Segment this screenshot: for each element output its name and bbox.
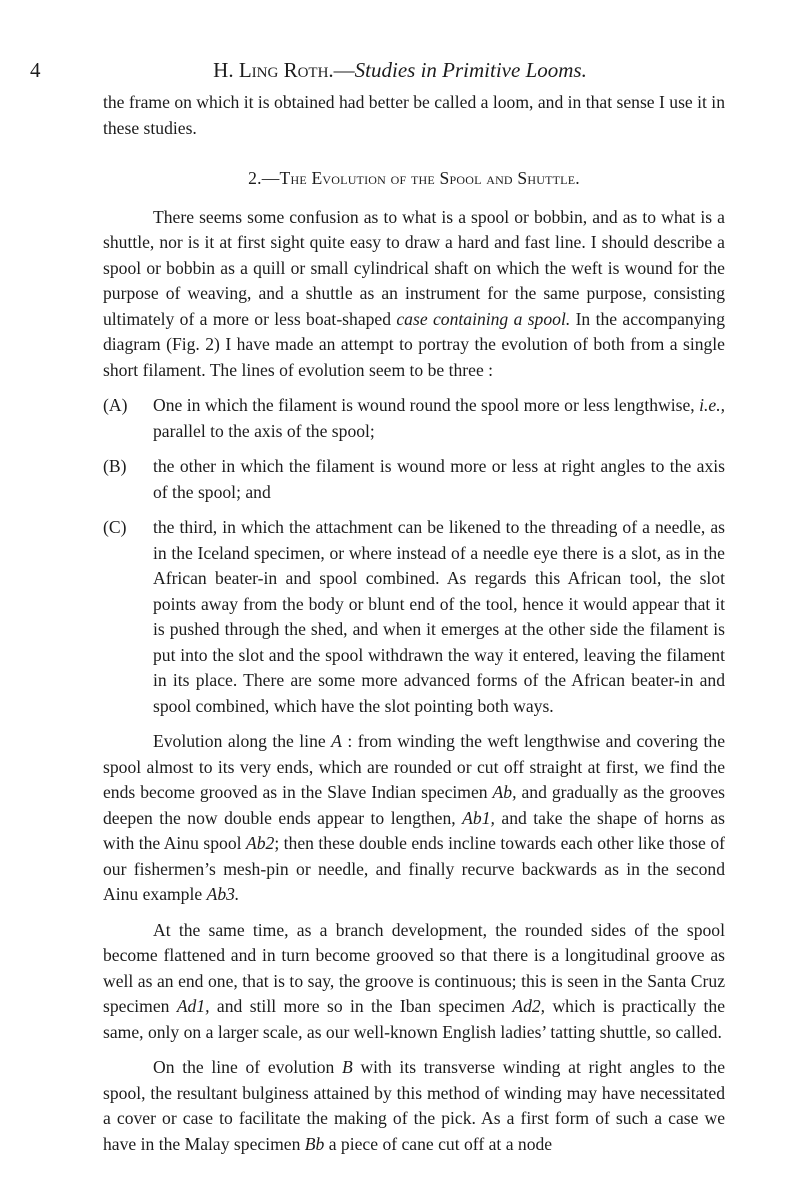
text-run: On the line of evolution — [153, 1057, 342, 1077]
list-item-a — [103, 393, 725, 444]
list-marker-text: (C) — [103, 517, 127, 537]
list-marker-text: (B) — [103, 456, 127, 476]
text-run: which is practically the same, only on a larger scale, as our well-known English ladies’ tatting shuttle, so called. — [103, 996, 726, 1042]
specimen-ref: Ad1, — [176, 996, 210, 1016]
specimen-ref: Ab1, — [462, 807, 495, 828]
list-marker-b — [103, 454, 126, 480]
list-item-c — [103, 515, 725, 719]
list-item-b — [103, 454, 725, 505]
text-run: There seems some confusion as to what is a spool or bobbin, and as to what is a shuttle, nor is it at first sight quite easy to draw a hard and fast line. I should describe a spool or bobbin as a quill or small cylindrical shaft on which the weft is wound for the purpose of weaving, and a shuttle as an instrument for the same purpose, consisting ultimately of a more or less boat-shaped — [103, 206, 725, 329]
text-run: : from winding the weft lengthwise and covering the spool almost to its very ends, which are rounded or cut off straight at first, we find the ends become grooved as in the Slave Indian specimen — [103, 731, 726, 802]
text-run: and take the shape of horns as with the Ainu spool — [103, 807, 725, 853]
author-initial: H. — [213, 58, 239, 82]
running-title — [0, 55, 800, 85]
text-run: One in which the filament is wound round the spool more or less lengthwise, — [153, 395, 700, 415]
emphasis: i.e., — [699, 395, 725, 415]
paragraph-spool-definition — [103, 205, 725, 384]
list-marker-text: (A) — [103, 395, 128, 415]
paragraph-line-a — [103, 729, 725, 908]
text-run: the third, in which the attachment can be likened to the threading of a needle, as in the Iceland specimen, or where instead of a needle eye there is a slot, as in the African beater-in and spool combined. As regards this African tool, the slot points away from the body or blunt end of the tool, hence it would appear that it is pushed through the shed, and when it emerges at the other side the filament is put into the slot and the spool withdrawn the way it entered, leaving the filament in its place. There are some more advanced forms of the African beater-in and spool combined, which have the slot pointing both ways. — [153, 517, 725, 716]
specimen-ref: A — [331, 731, 342, 751]
paragraph-continuation: the frame on which it is obtained had better be called a loom, and in that sense I use it in these studies. — [103, 92, 725, 138]
book-title: Studies in Primitive Looms. — [354, 58, 587, 82]
text-run: At the same time, as a branch development, the rounded sides of the spool become flattened and in turn become grooved so that there is a longitudinal groove as well as an end one, that is to say, the groove is continuous; this is seen in the Santa Cruz specimen — [103, 919, 725, 1016]
text-run: parallel to the axis of the spool; — [153, 420, 375, 441]
specimen-ref: Ab, — [492, 782, 517, 802]
list-marker-a — [103, 393, 127, 419]
text-run: In the accompanying diagram (Fig. 2) I have made an attempt to portray the evolution of both from a single short filament. The lines of evolution seem to be three : — [103, 308, 725, 380]
author-last-name: Roth — [283, 58, 329, 82]
text-run: ; then these double ends incline towards each other like those of our fishermen’s mesh-pin or needle, and finally recurve backwards as in the second Ainu example — [103, 833, 725, 904]
text-run: Evolution along the line — [153, 731, 332, 751]
specimen-ref: Bb — [304, 1133, 325, 1154]
text-run: with its transverse winding at right angles to the spool, the resultant bulginess attained by this method of winding may have necessitated a cover or case to facilitate the making of the pick. As a first form of such a case we have in the Malay specimen — [103, 1057, 726, 1154]
page-number: 4 — [30, 58, 41, 82]
text-run: and gradually as the grooves deepen the now double ends appear to lengthen, — [103, 782, 725, 828]
text-run: and still more so in the Iban specimen — [209, 996, 513, 1016]
title-separator: .— — [328, 58, 355, 82]
paragraph-line-b — [103, 1055, 725, 1157]
text-run: a piece of cane cut off at a node — [324, 1133, 553, 1154]
paragraph-branch-development — [103, 918, 725, 1046]
author-first-name: Ling — [238, 58, 279, 82]
running-head — [0, 55, 800, 85]
specimen-ref: Ab3. — [206, 884, 240, 904]
specimen-ref: Ad2, — [512, 996, 546, 1016]
body-text — [103, 90, 725, 1157]
emphasis: case containing a spool. — [396, 308, 571, 329]
specimen-ref: Ab2 — [245, 833, 275, 853]
text-run: the other in which the filament is wound more or less at right angles to the axis of the spool; and — [153, 456, 725, 502]
section-heading: 2.—The Evolution of the Spool and Shuttle. — [248, 168, 580, 188]
list-marker-c — [103, 515, 126, 541]
specimen-ref: B — [342, 1057, 353, 1077]
